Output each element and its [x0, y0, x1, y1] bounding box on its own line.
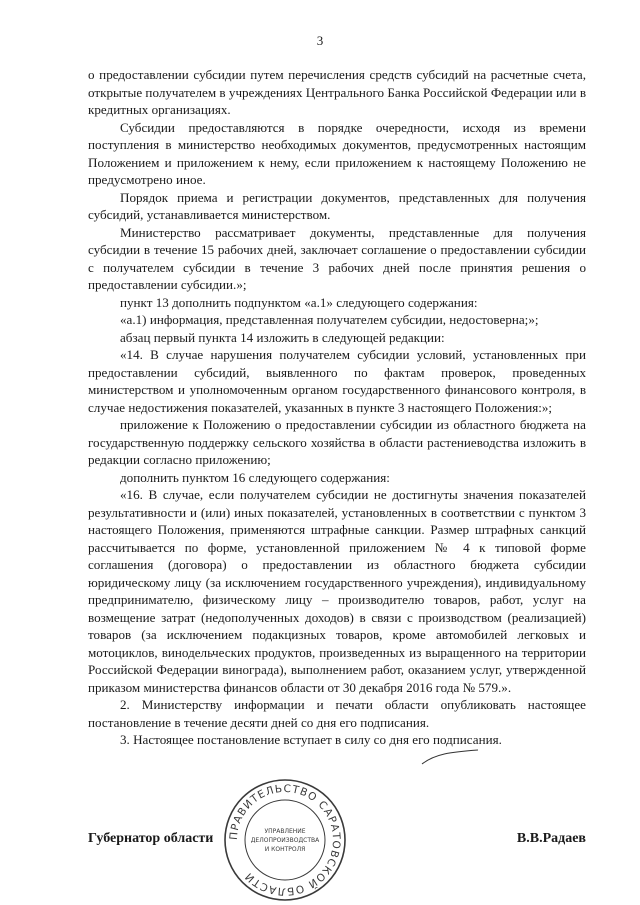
pen-mark	[420, 748, 480, 768]
paragraph: «14. В случае нарушения получателем субсидии условий, установленных при предоставлении субсидий, выявленного по фактам проверок, проведенных министерством и уполномоченным органом государственного финансового контроля, в случае недостижения показателей, указанных в пункте 3 настоящего Положения:»;	[88, 347, 586, 415]
paragraph: Порядок приема и регистрации документов, представленных для получения субсидий, устанавливается министерством.	[88, 189, 586, 222]
paragraph: абзац первый пункта 14 изложить в следующей редакции:	[120, 329, 445, 345]
paragraph: 3. Настоящее постановление вступает в силу со дня его подписания.	[120, 732, 502, 747]
stamp-center-line: И КОНТРОЛЯ	[264, 846, 306, 853]
document-body	[88, 66, 586, 749]
stamp-ring-text: ПРАВИТЕЛЬСТВО САРАТОВСКОЙ ОБЛАСТИ	[227, 782, 343, 898]
stamp-center-line: УПРАВЛЕНИЕ	[264, 828, 306, 835]
stamp-center-line: ДЕЛОПРОИЗВОДСТВА	[250, 837, 320, 844]
paragraph: пункт 13 дополнить подпунктом «а.1» следующего содержания:	[120, 294, 478, 310]
signature-title: Губернатор области	[88, 831, 214, 846]
page-number: 3	[316, 33, 324, 48]
signature-name: В.В.Радаев	[516, 831, 586, 846]
paragraph: «16. В случае, если получателем субсидии не достигнуты значения показателей результативности и (или) иных показателей, установленных в соответствии с пунктом 3 настоящего Положения, применяются штрафные санкции. Размер штрафных санкций рассчитывается по форме, установленной приложением № 4 к типовой форме соглашения (договора) о предоставлении из областного бюджета субсидии юридическому лицу (за исключением государственного учреждения), индивидуальному предпринимателю, физическому лицу – производителю товаров, работ, услуг на возмещение затрат (недополученных доходов) в связи с производством (реализацией) товаров (за исключением подакцизных товаров, кроме автомобилей легковых и мотоциклов, винодельческих продуктов, произведенных из выращенного на территории Российской Федерации винограда), выполнением работ, оказанием услуг, утвержденной приказом министерства финансов области от 30 декабря 2016 года № 579.».	[88, 487, 586, 695]
paragraph: «а.1) информация, представленная получателем субсидии, недостоверна;»;	[120, 312, 539, 327]
paragraph: о предоставлении субсидии путем перечисления средств субсидий на расчетные счета, открытые получателем в учреждениях Центрального Банка Российской Федерации или в кредитных организациях.	[88, 67, 586, 117]
official-stamp	[220, 775, 350, 905]
paragraph: приложение к Положению о предоставлении субсидии из областного бюджета на государственную поддержку сельского хозяйства в области растениеводства изложить в редакции согласно приложению;	[88, 417, 586, 467]
paragraph: дополнить пунктом 16 следующего содержания:	[120, 469, 390, 485]
paragraph: 2. Министерству информации и печати области опубликовать настоящее постановление в течение десяти дней со дня его подписания.	[88, 697, 586, 730]
paragraph: Министерство рассматривает документы, представленные для получения субсидии в течение 15 рабочих дней, заключает соглашение о предоставлении субсидии с получателем субсидии в течение 3 рабочих дней после принятия решения о предоставлении субсидии.»;	[88, 224, 586, 292]
paragraph: Субсидии предоставляются в порядке очередности, исходя из времени поступления в министерство необходимых документов, предусмотренных настоящим Положением и приложением к нему, если приложением к настоящему Положению не предусмотрено иное.	[88, 119, 586, 187]
